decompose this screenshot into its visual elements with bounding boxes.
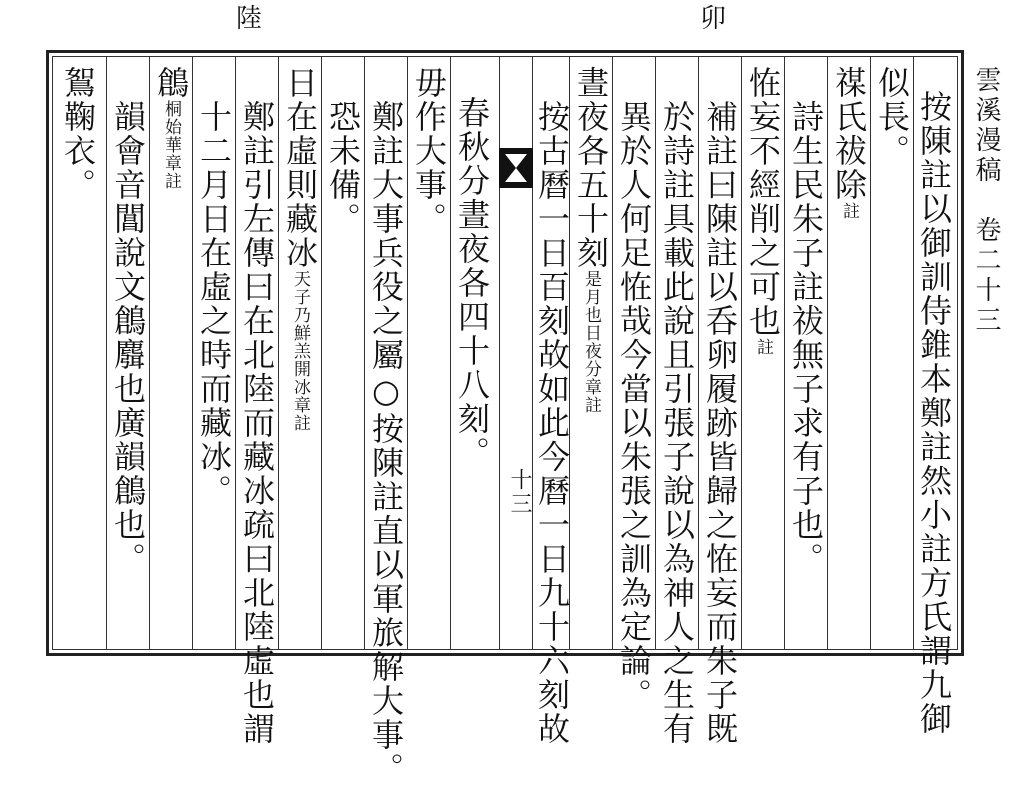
- book-title: 雲溪漫稿 卷二十三: [971, 66, 1001, 336]
- center-fold-strip: [499, 56, 533, 650]
- text-column: 補註曰陳註以呑卵履跡皆歸之恠妄而朱子既: [701, 100, 739, 746]
- column-rule: [741, 56, 742, 650]
- text-column: 春秋分晝夜各四十八刻。: [453, 96, 491, 470]
- text-column: 晝夜各五十刻是月也日夜分章註: [572, 66, 610, 414]
- column-rule: [364, 56, 365, 650]
- column-rule: [278, 56, 279, 650]
- column-rule: [235, 56, 236, 650]
- text-column: 按古曆一日百刻故如此今曆一日九十六刻故: [533, 100, 571, 746]
- text-column: 恠妄不經削之可也註: [744, 66, 782, 356]
- column-rule: [321, 56, 322, 650]
- text-column: 恐未備。: [324, 100, 362, 236]
- text-column: 韻會音閶說文鶬麛也廣韻鶬也。: [109, 100, 147, 576]
- column-rule: [407, 56, 408, 650]
- column-rule: [612, 56, 613, 650]
- fishtail-mark-icon: [499, 148, 533, 188]
- column-rule: [870, 56, 871, 650]
- text-column: 十二月日在虛之時而藏冰。: [195, 100, 233, 508]
- text-column: 鄭註引左傳曰在北陸而藏冰疏曰北陸虛也謂: [238, 100, 276, 746]
- column-rule: [913, 56, 914, 650]
- text-column: 毋作大事。: [410, 66, 448, 236]
- column-rule: [149, 56, 150, 650]
- text-column: 按陳註以御訓侍錐本鄭註然小註方氏謂九御: [915, 90, 953, 736]
- column-rule: [698, 56, 699, 650]
- column-rule: [827, 56, 828, 650]
- column-rule: [784, 56, 785, 650]
- header-left-char: 陸: [236, 4, 263, 34]
- column-rule: [106, 56, 107, 650]
- text-column: 似長。: [873, 66, 911, 168]
- text-column: 日在虛則藏冰天子乃鮮羔開冰章註: [281, 66, 319, 432]
- text-column: 於詩註具載此說且引張子說以為神人之生有: [658, 100, 696, 746]
- text-column: 鴽鞠衣。: [59, 66, 97, 202]
- column-rule: [450, 56, 451, 650]
- header-right-char: 卯: [700, 4, 727, 34]
- text-column: 詩生民朱子註祓無子求有子也。: [787, 100, 825, 576]
- column-rule: [655, 56, 656, 650]
- text-column: 鄭註大事兵役之屬○按陳註直以軍旅解大事。: [367, 100, 405, 786]
- text-column: 禖氏祓除註: [830, 66, 868, 220]
- folio-number: 十三: [507, 468, 532, 516]
- column-rule: [192, 56, 193, 650]
- text-column: 鶬桐始華章註: [152, 66, 190, 190]
- text-column: 異於人何足恠哉今當以朱張之訓為定論。: [615, 100, 653, 712]
